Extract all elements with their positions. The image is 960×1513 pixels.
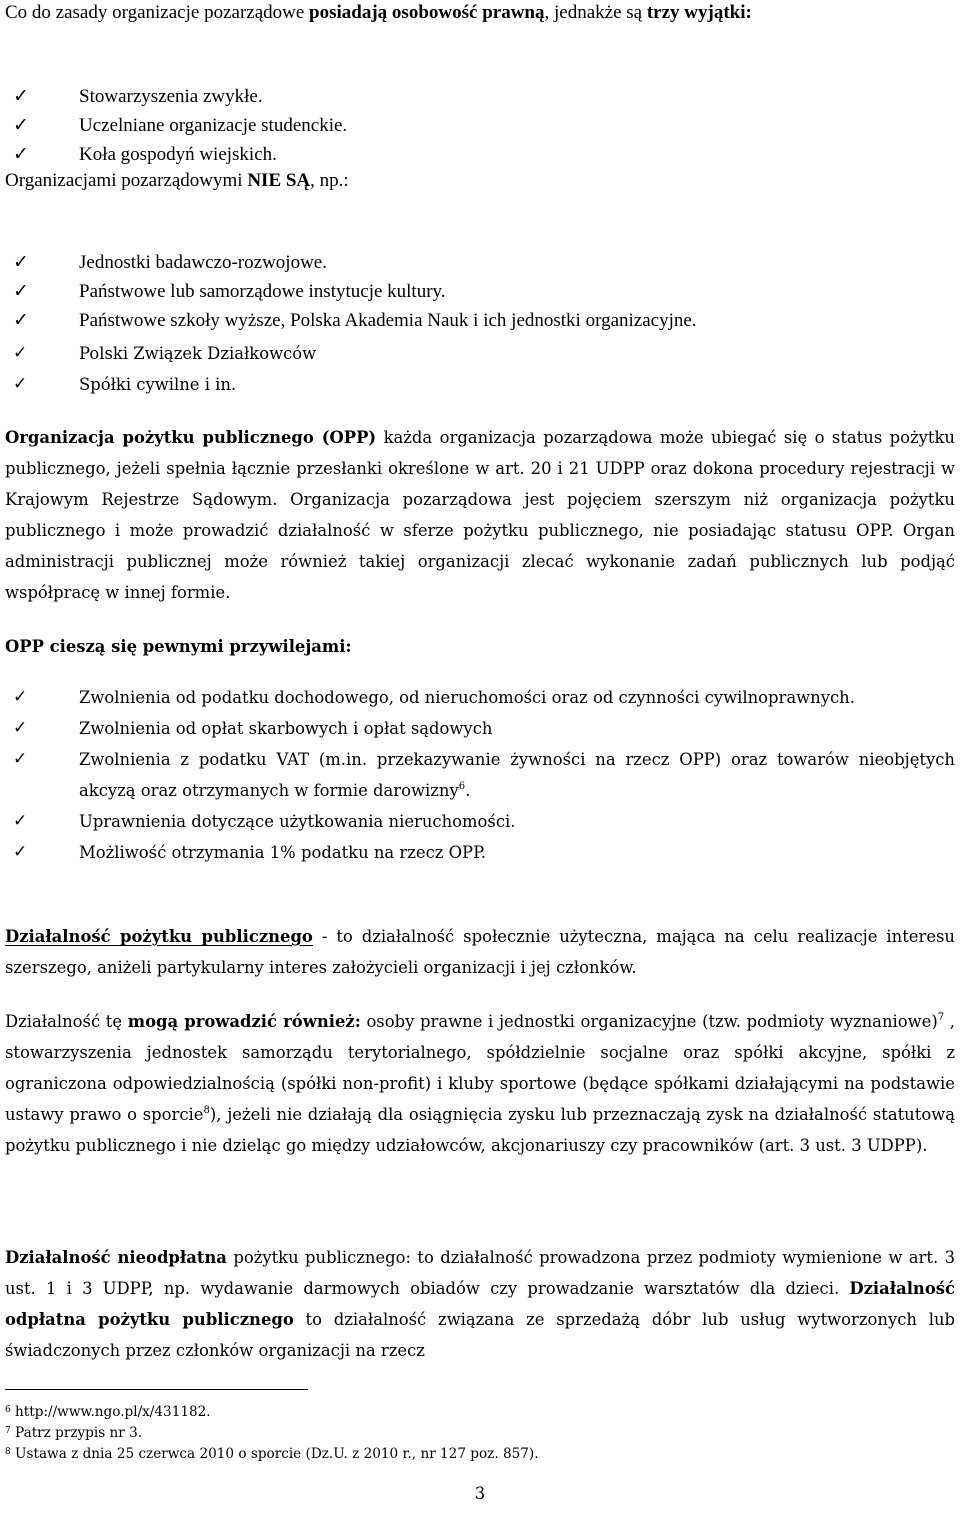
footnote-ref: 7 xyxy=(937,1012,945,1023)
list-item xyxy=(5,806,955,837)
list-item xyxy=(5,248,955,277)
list-item-text: Uprawnienia dotyczące użytkowania nieruchomości. xyxy=(79,812,516,831)
activity-term: Działalność pożytku publicznego xyxy=(5,927,313,946)
intro-text: , jednakże są xyxy=(544,2,647,23)
list-item-text: Państwowe szkoły wyższe, Polska Akademia Nauk i ich jednostki organizacyjne. xyxy=(79,310,697,331)
footnote-number: 6 xyxy=(5,1405,11,1415)
list-item xyxy=(5,338,955,369)
footnote-ref: 8 xyxy=(203,1105,210,1116)
checkmark-icon: ✓ xyxy=(13,114,29,136)
exceptions-list xyxy=(5,82,955,169)
list-item-text: Polski Związek Działkowców xyxy=(79,344,317,363)
list-item-text: Uczelniane organizacje studenckie. xyxy=(79,115,348,136)
may-conduct-text: ), jeżeli nie działają dla osiągnięcia zysku lub przeznaczają zysk na działalność statutową pożytku publicznego i nie dzieląc go między udziałowców, akcjonariuszy czy pracowników (art. 3 ust. 3 UDPP). xyxy=(5,1105,955,1155)
footnote-text: Patrz przypis nr 3. xyxy=(10,1425,143,1441)
free-activity-term: Działalność nieodpłatna xyxy=(5,1248,227,1267)
list-item-text: Państwowe lub samorządowe instytucje kultury. xyxy=(79,281,446,302)
not-ngo-text: , np.: xyxy=(310,170,349,191)
footnote-separator xyxy=(5,1389,308,1390)
intro-text: Co do zasady organizacje pozarządowe xyxy=(5,2,310,23)
privileges-list xyxy=(5,682,955,868)
may-conduct-bold: mogą prowadzić również: xyxy=(127,1012,361,1031)
checkmark-icon: ✓ xyxy=(13,749,28,769)
list-item-text: Koła gospodyń wiejskich. xyxy=(79,144,277,165)
intro-bold-legal-personality: posiadają osobowość prawną xyxy=(309,2,545,23)
not-ngo-list-continued xyxy=(5,338,955,400)
intro-paragraph xyxy=(5,0,955,27)
not-ngo-line xyxy=(5,166,955,195)
list-item-text: Możliwość otrzymania 1% podatku na rzecz OPP. xyxy=(79,843,486,862)
paid-activity-text: to działalność związana ze sprzedażą dóbr lub usług wytworzonych lub świadczonych przez członków organizacji na rzecz xyxy=(5,1310,955,1360)
list-item-text: Zwolnienia od opłat skarbowych i opłat sądowych xyxy=(79,719,493,738)
footnote-number: 8 xyxy=(5,1447,11,1457)
not-ngo-list xyxy=(5,248,955,335)
not-ngo-text: Organizacjami pozarządowymi xyxy=(5,170,248,191)
may-conduct-text: osoby prawne i jednostki organizacyjne (tzw. podmioty wyznaniowe) xyxy=(360,1012,938,1031)
footnote xyxy=(5,1402,955,1423)
paid-activity-term: Działalność odpłatna pożytku publicznego xyxy=(5,1279,955,1329)
checkmark-icon: ✓ xyxy=(13,309,29,331)
list-item-text: . xyxy=(465,781,471,800)
opp-paragraph xyxy=(5,422,955,608)
checkmark-icon: ✓ xyxy=(13,143,29,165)
list-item-text: Zwolnienia z podatku VAT (m.in. przekazywanie żywności na rzecz OPP) oraz towarów nieobjętych akcyzą oraz otrzymanych w formie darowizny xyxy=(79,750,955,800)
checkmark-icon: ✓ xyxy=(13,687,28,707)
privileges-heading-text: OPP cieszą się pewnymi przywilejami: xyxy=(5,637,352,656)
free-activity-text: pożytku publicznego: to działalność prowadzona przez podmioty wymienione w art. 3 ust. 1 i 3 UDPP, np. wydawanie darmowych obiadów czy prowadzanie warsztatów dla dzieci. xyxy=(5,1248,956,1298)
not-ngo-bold: NIE SĄ xyxy=(247,170,311,191)
opp-definition: każda organizacja pozarządowa może ubiegać się o status pożytku publicznego, jeżeli spełnia łącznie przesłanki określone w art. 20 i 21 UDPP oraz dokona procedury rejestracji w Krajowym Rejestrze Sądowym. Organizacja pozarządowa jest pojęciem szerszym niż organizacja pożytku publicznego i może prowadzić działalność w sferze pożytku publicznego, nie posiadając statusu OPP. Organ administracji publicznej może również takiej organizacji zlecać wykonanie zadań publicznych lub podjąć współpracę w innej formie. xyxy=(5,428,955,602)
list-item-text: Stowarzyszenia zwykłe. xyxy=(79,86,263,107)
list-item xyxy=(5,713,955,744)
intro-bold-exceptions: trzy wyjątki: xyxy=(646,2,752,23)
list-item xyxy=(5,682,955,713)
may-conduct-paragraph xyxy=(5,1006,955,1161)
may-conduct-text: , stowarzyszenia jednostek samorządu terytorialnego, spółdzielnie socjalne oraz spółki akcyjne, spółki z ograniczona odpowiedzialnością (spółki non-profit) i kluby sportowe (będące spółkami działającymi na podstawie ustawy prawo o sporcie xyxy=(5,1012,955,1124)
footnote-text: http://www.ngo.pl/x/431182. xyxy=(10,1404,211,1420)
list-item xyxy=(5,744,955,806)
footnote-ref: 6 xyxy=(458,781,466,792)
footnote-text: Ustawa z dnia 25 czerwca 2010 o sporcie (Dz.U. z 2010 r., nr 127 poz. 857). xyxy=(10,1446,539,1462)
list-item-text: Zwolnienia od podatku dochodowego, od nieruchomości oraz od czynności cywilnoprawnych. xyxy=(79,688,855,707)
list-item xyxy=(5,306,955,335)
footnote-number: 7 xyxy=(5,1426,11,1436)
checkmark-icon: ✓ xyxy=(13,280,29,302)
checkmark-icon: ✓ xyxy=(13,85,29,107)
activity-definition: - to działalność społecznie użyteczna, mająca na celu realizacje interesu szerszego, aniżeli partykularny interes założycieli organizacji i jej członków. xyxy=(5,927,955,977)
list-item xyxy=(5,82,955,111)
checkmark-icon: ✓ xyxy=(13,343,28,363)
list-item xyxy=(5,277,955,306)
footnote xyxy=(5,1423,955,1444)
checkmark-icon: ✓ xyxy=(13,842,28,862)
list-item xyxy=(5,140,955,169)
checkmark-icon: ✓ xyxy=(13,251,29,273)
list-item-text: Jednostki badawczo-rozwojowe. xyxy=(79,252,327,273)
free-paid-paragraph xyxy=(5,1242,955,1366)
page-number: 3 xyxy=(474,1484,486,1503)
checkmark-icon: ✓ xyxy=(13,811,28,831)
privileges-heading xyxy=(5,631,955,662)
footnotes xyxy=(5,1402,955,1465)
opp-term: Organizacja pożytku publicznego (OPP) xyxy=(5,428,377,447)
list-item xyxy=(5,111,955,140)
activity-paragraph xyxy=(5,921,955,983)
checkmark-icon: ✓ xyxy=(13,374,28,394)
may-conduct-text: Działalność tę xyxy=(5,1012,128,1031)
list-item xyxy=(5,369,955,400)
list-item-text: Spółki cywilne i in. xyxy=(79,375,237,394)
list-item xyxy=(5,837,955,868)
footnote xyxy=(5,1444,955,1465)
checkmark-icon: ✓ xyxy=(13,718,28,738)
